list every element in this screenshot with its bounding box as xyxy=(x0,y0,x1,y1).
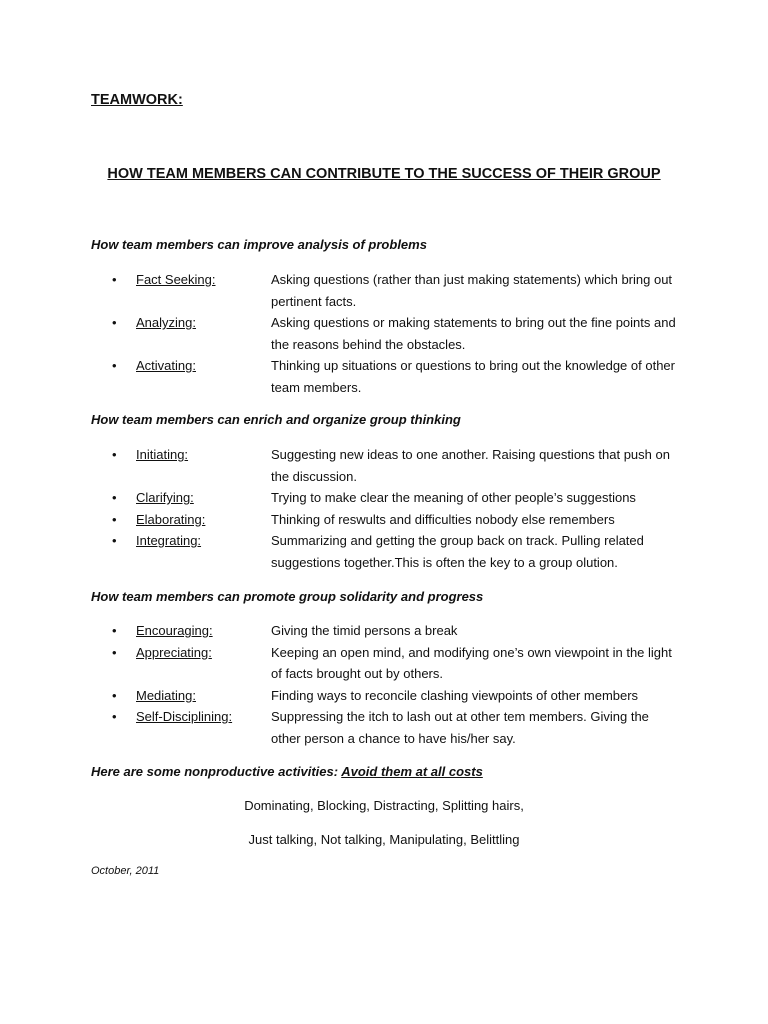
item-term: Initiating: xyxy=(136,447,189,462)
nonproductive-list-line-2: Just talking, Not talking, Manipulating, Belittling xyxy=(248,832,520,847)
nonproductive-heading xyxy=(91,764,483,779)
item-description: Suggesting new ideas to one another. Raising questions that push on the discussion. xyxy=(271,447,670,484)
bullet-icon: • xyxy=(112,511,117,527)
bullet-icon: • xyxy=(112,272,117,287)
list-item xyxy=(0,530,768,573)
list-thinking xyxy=(0,444,768,573)
item-description: Keeping an open mind, and modifying one’s own viewpoint in the light of facts brought out by others. xyxy=(271,644,672,681)
bullet-icon: • xyxy=(112,623,117,638)
main-heading: HOW TEAM MEMBERS CAN CONTRIBUTE TO THE SUCCESS OF THEIR GROUP xyxy=(107,166,661,182)
item-description: Trying to make clear the meaning of other people’s suggestions xyxy=(271,490,636,505)
item-term: Analyzing: xyxy=(136,315,196,330)
list-item xyxy=(0,355,768,398)
list-item xyxy=(0,620,768,642)
section-heading-thinking: How team members can enrich and organize group thinking xyxy=(91,412,461,427)
list-item xyxy=(0,706,768,749)
item-term: Encouraging: xyxy=(136,623,213,638)
bullet-icon: • xyxy=(112,490,117,505)
item-term: Fact Seeking: xyxy=(136,272,216,287)
nonproductive-list-line-1: Dominating, Blocking, Distracting, Splitting hairs, xyxy=(244,798,524,813)
item-description: Summarizing and getting the group back on track. Pulling related suggestions together.This is often the key to a group olution. xyxy=(271,533,644,570)
list-item xyxy=(0,685,768,707)
bullet-icon: • xyxy=(112,709,117,724)
item-description: Giving the timid persons a break xyxy=(271,623,458,638)
bullet-icon: • xyxy=(112,644,117,660)
bullet-icon: • xyxy=(112,687,117,703)
item-description: Asking questions or making statements to bring out the fine points and the reasons behind the obstacles. xyxy=(271,315,676,352)
item-description: Asking questions (rather than just making statements) which bring out pertinent facts. xyxy=(271,272,673,309)
item-term: Mediating: xyxy=(136,687,196,703)
list-solidarity xyxy=(0,620,768,749)
nonproductive-lead: Here are some nonproductive activities: xyxy=(91,764,342,779)
list-item xyxy=(0,312,768,355)
bullet-icon: • xyxy=(112,358,117,373)
list-item xyxy=(0,487,768,509)
list-item xyxy=(0,509,768,531)
bullet-icon: • xyxy=(112,533,117,548)
list-item xyxy=(0,269,768,312)
list-item xyxy=(0,642,768,685)
document-title: TEAMWORK: xyxy=(91,92,183,108)
nonproductive-emphasis: Avoid them at all costs xyxy=(341,764,483,779)
item-description: Thinking up situations or questions to bring out the knowledge of other team members. xyxy=(271,358,675,395)
bullet-icon: • xyxy=(112,315,117,330)
item-term: Clarifying: xyxy=(136,490,194,505)
item-term: Appreciating: xyxy=(136,644,212,660)
item-term: Activating: xyxy=(136,358,196,373)
item-term: Integrating: xyxy=(136,533,202,548)
item-description: Finding ways to reconcile clashing viewpoints of other members xyxy=(271,687,639,703)
document-date: October, 2011 xyxy=(91,865,160,877)
bullet-icon: • xyxy=(112,447,117,462)
item-description: Thinking of reswults and difficulties nobody else remembers xyxy=(271,511,615,527)
list-analysis xyxy=(0,269,768,398)
item-term: Self-Disciplining: xyxy=(136,709,233,724)
section-heading-solidarity: How team members can promote group solidarity and progress xyxy=(91,589,484,604)
item-term: Elaborating: xyxy=(136,511,206,527)
section-heading-analysis: How team members can improve analysis of problems xyxy=(91,237,427,252)
item-description: Suppressing the itch to lash out at other tem members. Giving the other person a chance to have his/her say. xyxy=(271,709,649,746)
list-item xyxy=(0,444,768,487)
